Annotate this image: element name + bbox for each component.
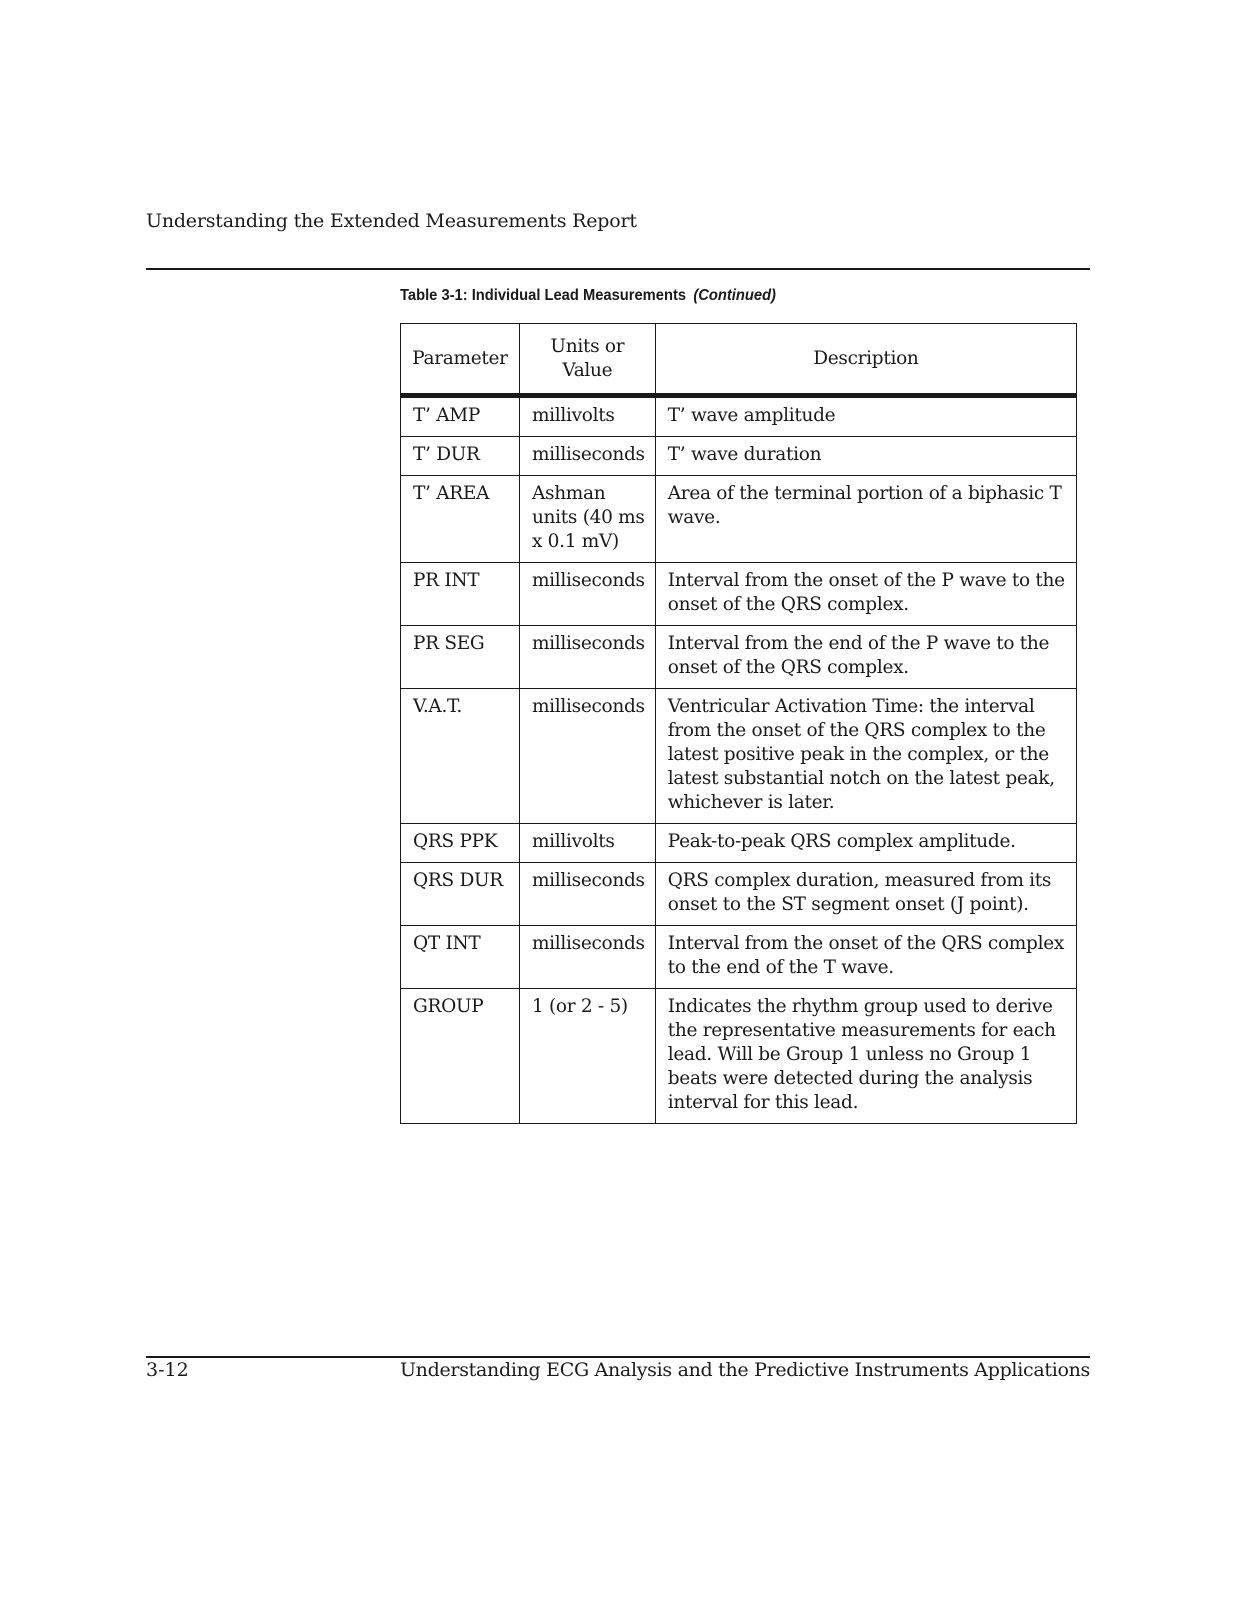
units-cell: millivolts bbox=[519, 396, 655, 437]
table-row bbox=[401, 476, 1077, 563]
parameter-cell: QRS DUR bbox=[401, 863, 520, 926]
units-cell: milliseconds bbox=[519, 437, 655, 476]
table-row bbox=[401, 563, 1077, 626]
table-row bbox=[401, 396, 1077, 437]
footer-rule bbox=[146, 1356, 1090, 1358]
column-header-description: Description bbox=[655, 324, 1076, 396]
column-header-parameter: Parameter bbox=[401, 324, 520, 396]
table-row bbox=[401, 689, 1077, 824]
description-cell: T’ wave duration bbox=[655, 437, 1076, 476]
parameter-cell: GROUP bbox=[401, 989, 520, 1124]
description-cell: Indicates the rhythm group used to derive the representative measurements for each lead. Will be Group 1 unless no Group 1 beats were detected during the analysis interval for this lead. bbox=[655, 989, 1076, 1124]
running-footer: Understanding ECG Analysis and the Predictive Instruments Applications bbox=[399, 1359, 1090, 1381]
units-cell: milliseconds bbox=[519, 926, 655, 989]
units-cell: millivolts bbox=[519, 824, 655, 863]
parameter-cell: QT INT bbox=[401, 926, 520, 989]
units-cell: milliseconds bbox=[519, 626, 655, 689]
measurements-table bbox=[400, 323, 1077, 1124]
description-cell: Interval from the onset of the P wave to the onset of the QRS complex. bbox=[655, 563, 1076, 626]
running-header: Understanding the Extended Measurements Report bbox=[146, 210, 637, 232]
table-header-row bbox=[401, 324, 1077, 396]
header-rule bbox=[146, 268, 1090, 270]
description-cell: Ventricular Activation Time: the interval from the onset of the QRS complex to the latest positive peak in the complex, or the latest substantial notch on the latest peak, whichever is later. bbox=[655, 689, 1076, 824]
description-cell: Peak-to-peak QRS complex amplitude. bbox=[655, 824, 1076, 863]
table-row bbox=[401, 863, 1077, 926]
table-row bbox=[401, 926, 1077, 989]
description-cell: Area of the terminal portion of a biphasic T wave. bbox=[655, 476, 1076, 563]
description-cell: T’ wave amplitude bbox=[655, 396, 1076, 437]
units-cell: milliseconds bbox=[519, 863, 655, 926]
units-cell: Ashman units (40 ms x 0.1 mV) bbox=[519, 476, 655, 563]
units-cell: milliseconds bbox=[519, 563, 655, 626]
table-row bbox=[401, 824, 1077, 863]
parameter-cell: V.A.T. bbox=[401, 689, 520, 824]
description-cell: QRS complex duration, measured from its onset to the ST segment onset (J point). bbox=[655, 863, 1076, 926]
description-cell: Interval from the onset of the QRS complex to the end of the T wave. bbox=[655, 926, 1076, 989]
parameter-cell: T’ AREA bbox=[401, 476, 520, 563]
parameter-cell: T’ DUR bbox=[401, 437, 520, 476]
parameter-cell: PR SEG bbox=[401, 626, 520, 689]
table-caption-title: Table 3-1: Individual Lead Measurements bbox=[400, 287, 687, 304]
parameter-cell: PR INT bbox=[401, 563, 520, 626]
parameter-cell: T’ AMP bbox=[401, 396, 520, 437]
table-row bbox=[401, 626, 1077, 689]
table-row bbox=[401, 437, 1077, 476]
parameter-cell: QRS PPK bbox=[401, 824, 520, 863]
table-caption-continued: (Continued) bbox=[693, 287, 776, 304]
units-cell: 1 (or 2 - 5) bbox=[519, 989, 655, 1124]
table-row bbox=[401, 989, 1077, 1124]
page-number: 3-12 bbox=[146, 1359, 189, 1381]
table-caption bbox=[400, 287, 776, 305]
description-cell: Interval from the end of the P wave to the onset of the QRS complex. bbox=[655, 626, 1076, 689]
column-header-units: Units or Value bbox=[519, 324, 655, 396]
units-cell: milliseconds bbox=[519, 689, 655, 824]
